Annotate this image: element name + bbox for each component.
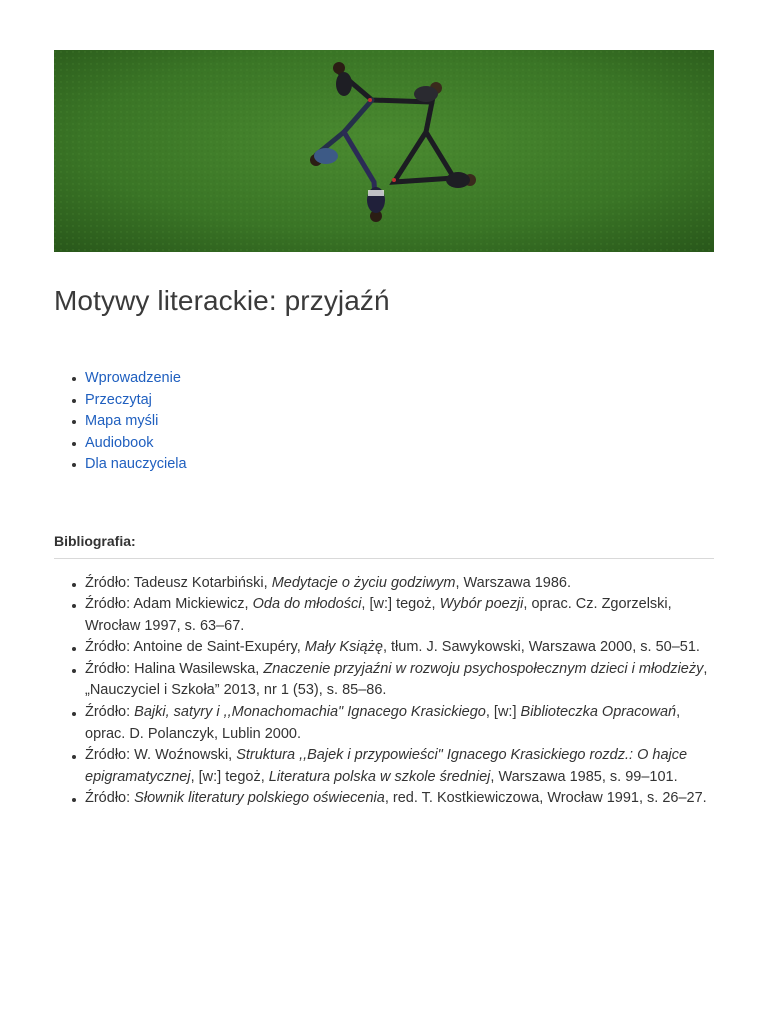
toc-link-dla-nauczyciela[interactable]: Dla nauczyciela	[85, 456, 187, 472]
page-title: Motywy literackie: przyjaźń	[54, 285, 390, 316]
bibliography-entry: Źródło: Antoine de Saint-Exupéry, Mały Książę, tłum. J. Sawykowski, Warszawa 2000, s. 50–51.	[54, 637, 714, 659]
bibliography-entry: Źródło: Bajki, satyry i ,,Monachomachia" Ignacego Krasickiego, [w:] Biblioteczka Opracowań, oprac. D. Polanczyk, Lublin 2000.	[54, 702, 714, 745]
bibliography-entry: Źródło: Adam Mickiewicz, Oda do młodości, [w:] tegoż, Wybór poezji, oprac. Cz. Zgorzelski, Wrocław 1997, s. 63–67.	[54, 594, 714, 637]
bibliography-entry: Źródło: Tadeusz Kotarbiński, Medytacje o życiu godziwym, Warszawa 1986.	[54, 573, 714, 595]
toc-item-przeczytaj	[54, 390, 714, 412]
toc-item-mapa-mysli	[54, 411, 714, 433]
table-of-contents	[54, 368, 714, 476]
toc-item-dla-nauczyciela	[54, 454, 714, 476]
divider	[54, 558, 714, 559]
bibliography-entry: Źródło: W. Woźnowski, Struktura ,,Bajek i przypowieści" Ignacego Krasickiego rozdz.: O hajce epigramatycznej, [w:] tegoż, Literatura polska w szkole średniej, Warszawa 1985, s. 99–101.	[54, 745, 714, 788]
toc-item-audiobook	[54, 433, 714, 455]
toc-link-przeczytaj[interactable]: Przeczytaj	[85, 391, 152, 408]
bibliography-heading: Bibliografia:	[54, 532, 136, 549]
toc-item-wprowadzenie	[54, 368, 714, 390]
toc-link-mapa-mysli[interactable]: Mapa myśli	[85, 413, 159, 429]
toc-link-wprowadzenie[interactable]: Wprowadzenie	[85, 370, 181, 386]
bibliography-entry: Źródło: Halina Wasilewska, Znaczenie przyjaźni w rozwoju psychospołecznym dzieci i młodzieży, „Nauczyciel i Szkoła” 2013, nr 1 (53), s. 85–86.	[54, 659, 714, 702]
hero-image	[54, 50, 714, 252]
document-page	[54, 50, 714, 810]
bibliography-list	[54, 573, 714, 811]
bibliography-entry: Źródło: Słownik literatury polskiego oświecenia, red. T. Kostkiewiczowa, Wrocław 1991, s. 26–27.	[54, 788, 714, 810]
toc-link-audiobook[interactable]: Audiobook	[85, 434, 154, 451]
